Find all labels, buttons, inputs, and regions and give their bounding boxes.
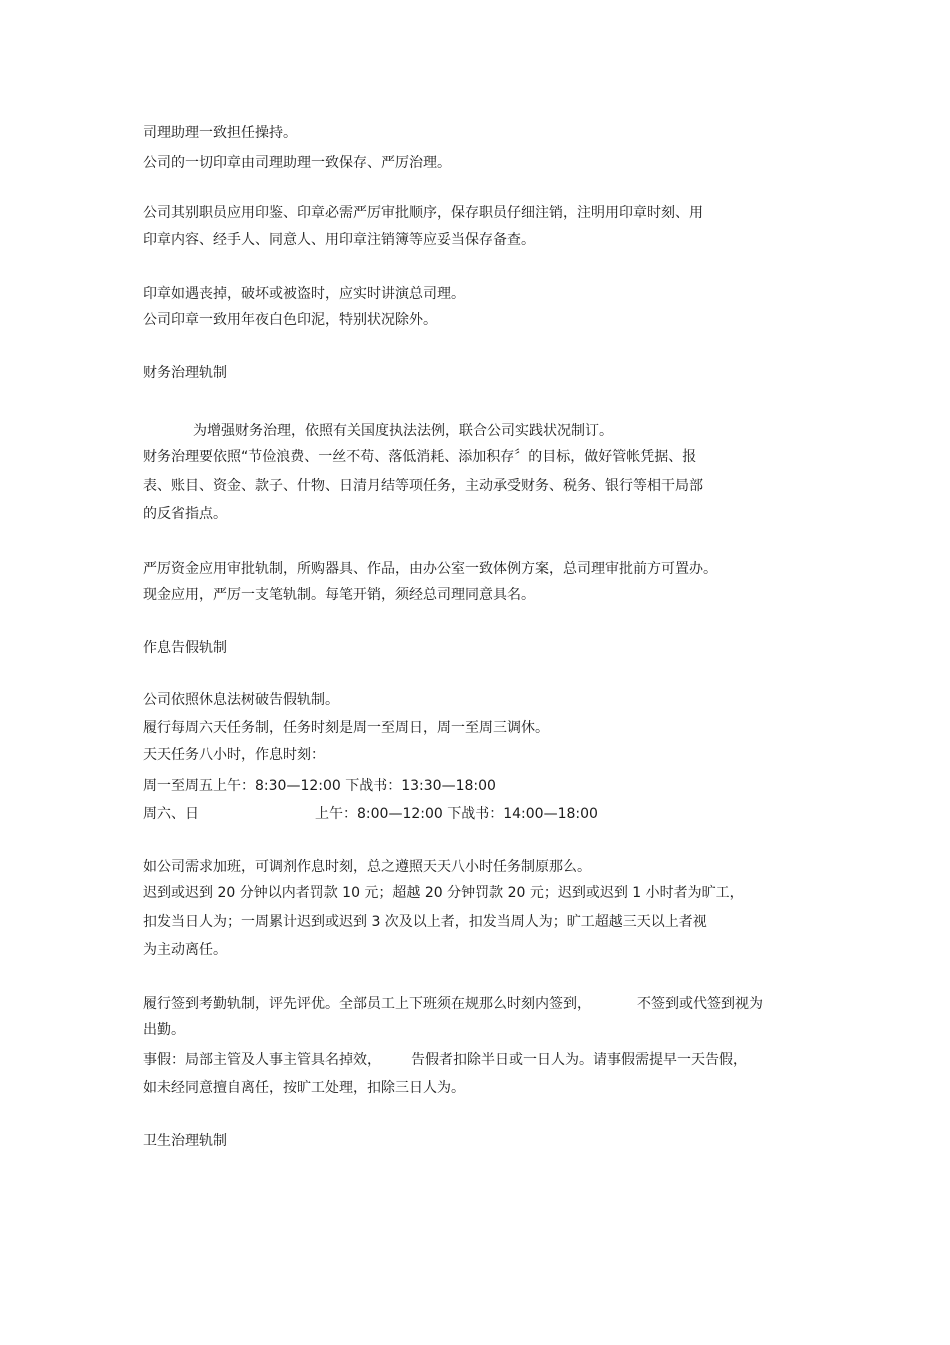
section-heading-attendance: 作息告假轨制 xyxy=(143,640,227,656)
schedule-weekend-label: 周六、日 xyxy=(143,806,199,822)
schedule-weekday-times: 8:30—12:00 下战书：13:30—18:00 xyxy=(255,778,496,794)
paragraph-line: 严厉资金应用审批轨制，所购器具、作品，由办公室一致体例方案，总司理审批前方可置办。 xyxy=(143,561,717,577)
line-segment: 告假者扣除半日或一日人为。请事假需提早一天告假， xyxy=(411,1052,747,1068)
paragraph-line: 财务治理要依照“节俭浪费、一丝不苟、落低消耗、添加积存〞的目标，做好管帐凭据、报 xyxy=(143,449,697,465)
paragraph-line: 表、账目、资金、款子、什物、日清月结等项任务，主动承受财务、税务、银行等相干局部 xyxy=(143,478,703,494)
paragraph-line: 为增强财务治理，依照有关国度执法法例，联合公司实践状况制订。 xyxy=(193,423,613,439)
line-segment: 事假：局部主管及人事主管具名掉效， xyxy=(143,1052,381,1068)
paragraph-line: 天天任务八小时，作息时刻： xyxy=(143,747,325,763)
paragraph-line: 履行每周六天任务制，任务时刻是周一至周日，周一至周三调休。 xyxy=(143,720,549,736)
paragraph-line: 印章如遇丧掉，破坏或被盗时，应实时讲演总司理。 xyxy=(143,286,465,302)
paragraph-line: 司理助理一致担任操持。 xyxy=(143,125,297,141)
paragraph-line: 为主动离任。 xyxy=(143,942,227,958)
section-heading-finance: 财务治理轨制 xyxy=(143,365,227,381)
paragraph-line: 公司印章一致用年夜白色印泥，特别状况除外。 xyxy=(143,312,437,328)
schedule-weekday xyxy=(143,776,496,796)
paragraph-line: 如未经同意擅自离任，按旷工处理，扣除三日人为。 xyxy=(143,1080,465,1096)
line-segment: 履行签到考勤轨制，评先评优。全部员工上下班须在规那么时刻内签到， xyxy=(143,996,591,1012)
schedule-weekend xyxy=(143,804,598,824)
paragraph-line: 扣发当日人为；一周累计迟到或迟到 3 次及以上者，扣发当周人为；旷工超越三天以上者视 xyxy=(143,914,707,930)
line-segment: 不签到或代签到视为 xyxy=(637,996,763,1012)
paragraph-line: 如公司需求加班，可调剂作息时刻，总之遵照天天八小时任务制原那么。 xyxy=(143,859,591,875)
paragraph-line: 的反省指点。 xyxy=(143,506,227,522)
paragraph-line: 公司其别职员应用印鉴、印章必需严厉审批顺序，保存职员仔细注销，注明用印章时刻、用 xyxy=(143,205,703,221)
schedule-weekend-times: 上午：8:00—12:00 下战书：14:00—18:00 xyxy=(315,806,598,822)
schedule-weekday-label: 周一至周五上午： xyxy=(143,778,255,794)
section-heading-hygiene: 卫生治理轨制 xyxy=(143,1133,227,1149)
paragraph-line: 公司的一切印章由司理助理一致保存、严厉治理。 xyxy=(143,155,451,171)
paragraph-line: 现金应用，严厉一支笔轨制。每笔开销，须经总司理同意具名。 xyxy=(143,587,535,603)
paragraph-line: 公司依照休息法树破告假轨制。 xyxy=(143,692,339,708)
paragraph-line: 迟到或迟到 20 分钟以内者罚款 10 元；超越 20 分钟罚款 20 元；迟到或迟到 1 小时者为旷工， xyxy=(143,885,744,901)
paragraph-line xyxy=(143,1050,747,1070)
paragraph-line: 出勤。 xyxy=(143,1022,185,1038)
paragraph-line: 印章内容、经手人、同意人、用印章注销簿等应妥当保存备查。 xyxy=(143,232,535,248)
paragraph-line xyxy=(143,994,763,1014)
